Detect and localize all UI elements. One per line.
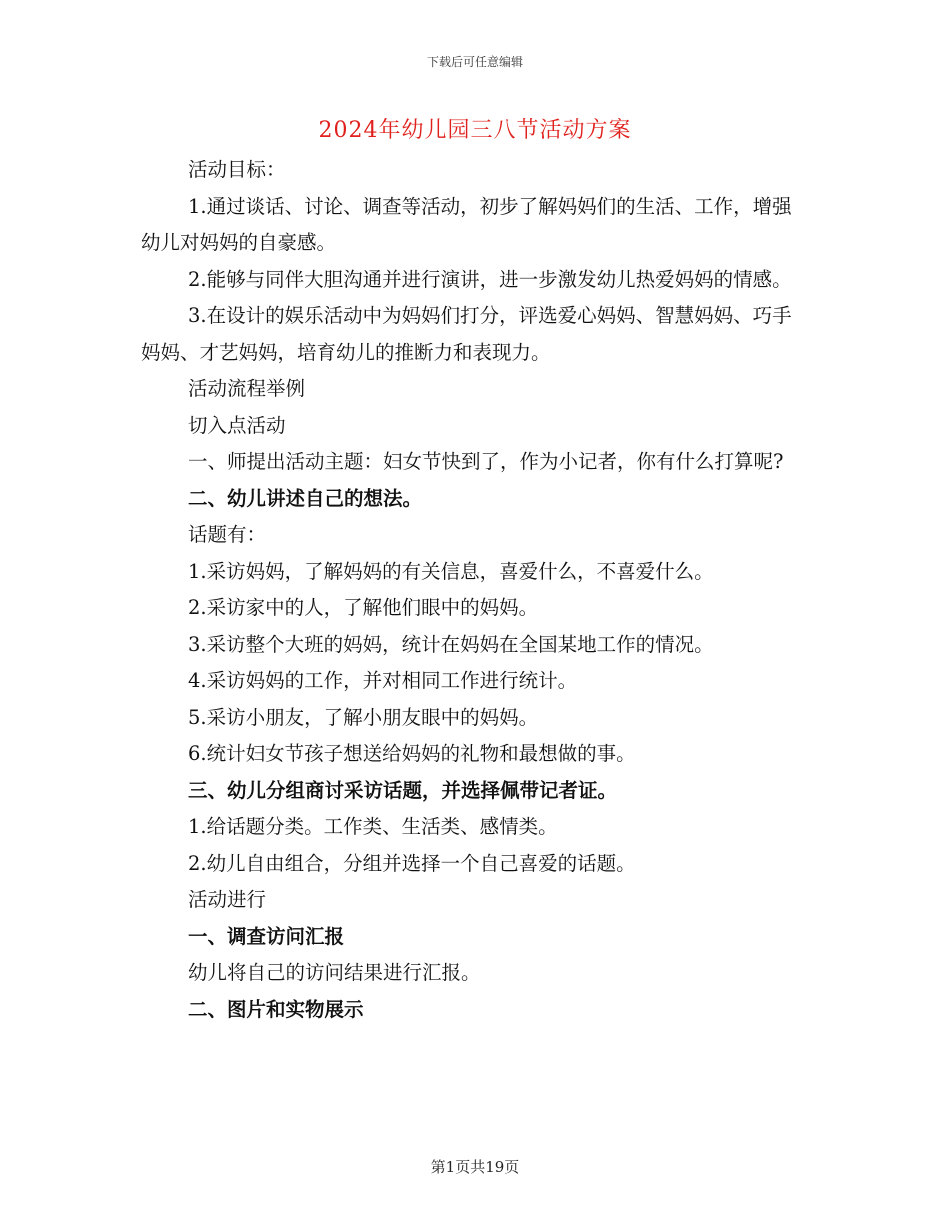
paragraph: 切入点活动 [188,413,286,437]
list-item: 4.采访妈妈的工作，并对相同工作进行统计。 [188,669,578,692]
paragraph: 活动进行 [188,888,267,911]
paragraph: 1.通过谈话、讨论、调查等活动，初步了解妈妈们的生活、工作，增强幼儿对妈妈的自豪感。 [141,194,792,254]
paragraph: 活动目标： [188,158,286,181]
paragraph: 一、师提出活动主题：妇女节快到了，作为小记者，你有什么打算呢? [188,450,784,473]
list-item: 1.采访妈妈，了解妈妈的有关信息，喜爱什么，不喜爱什么。 [188,559,714,583]
list-item: 6.统计妇女节孩子想送给妈妈的礼物和最想做的事。 [188,742,636,765]
section-heading: 二、图片和实物展示 [188,997,364,1021]
paragraph: 2.能够与同伴大胆沟通并进行演讲，进一步激发幼儿热爱妈妈的情感。 [188,267,792,291]
paragraph: 3.在设计的娱乐活动中为妈妈们打分，评选爱心妈妈、智慧妈妈、巧手妈妈、才艺妈妈，培育幼儿的推断力和表现力。 [141,304,792,364]
list-item: 5.采访小朋友，了解小朋友眼中的妈妈。 [188,705,539,729]
paragraph: 幼儿将自己的访问结果进行汇报。 [188,961,481,984]
list-item: 2.幼儿自由组合，分组并选择一个自己喜爱的话题。 [188,851,636,875]
document-body [141,152,809,1028]
list-item: 2.采访家中的人，了解他们眼中的妈妈。 [188,596,539,619]
section-heading: 三、幼儿分组商讨采访话题，并选择佩带记者证。 [188,778,618,802]
list-item: 3.采访整个大班的妈妈，统计在妈妈在全国某地工作的情况。 [188,632,714,656]
paragraph: 活动流程举例 [188,377,306,400]
section-heading: 二、幼儿讲述自己的想法。 [188,486,423,510]
document-title: 2024年幼儿园三八节活动方案 [318,118,632,143]
section-heading: 一、调查访问汇报 [188,924,345,948]
page-header: 下载后可任意编辑 [426,55,523,69]
paragraph: 话题有： [188,523,267,546]
page-footer: 第1页共19页 [430,1158,520,1176]
list-item: 1.给话题分类。工作类、生活类、感情类。 [188,815,558,838]
